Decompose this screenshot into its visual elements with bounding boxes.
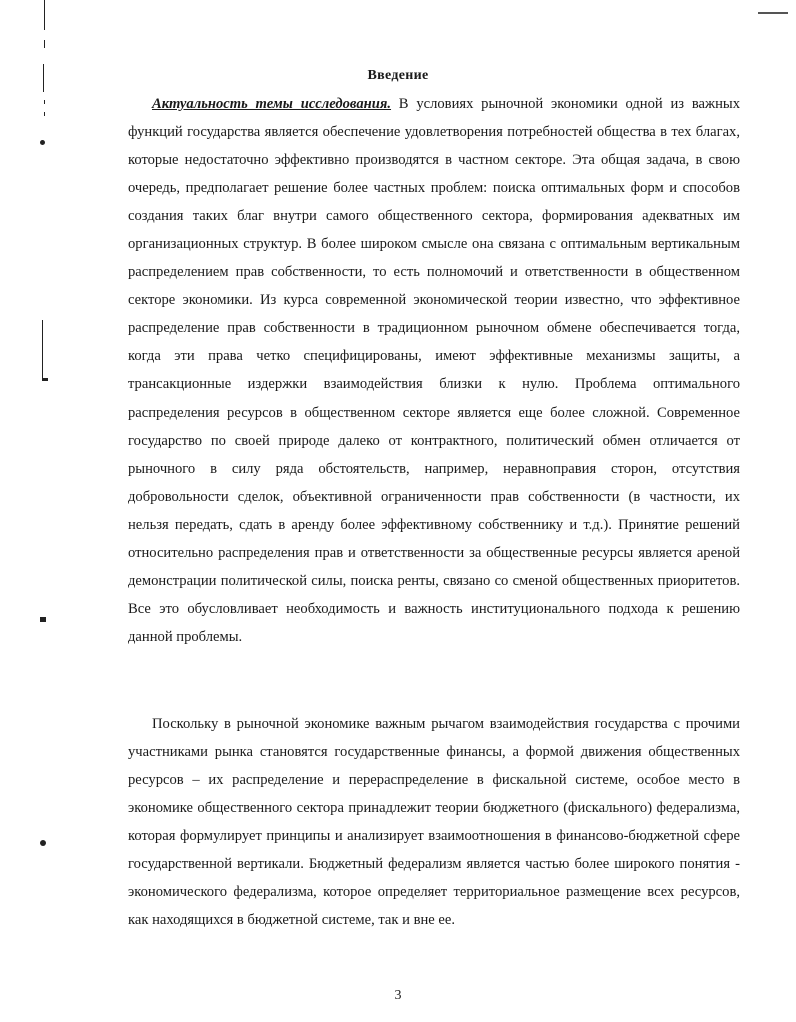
paragraph-body: В условиях рыночной экономики одной из важных функций государства является обеспечение удовлетворения потребностей общества в тех благах, которые недостаточно эффективно производятся в частном секторе. Эта общая задача, в свою очередь, предполагает решение более частных проблем: поиска оптимальных форм и способов создания таких благ внутри самого общественного сектора, формирования адекватных им организационных структур. В более широком смысле она связана с оптимальным вертикальным распределением прав собственности, то есть полномочий и ответственности в общественном секторе экономики. Из курса современной экономической теории известно, что эффективное распределение прав собственности в традиционном рыночном обмене обеспечивается тогда, когда эти права четко специфицированы, имеют эффективные механизмы защиты, а трансакционные издержки взаимодействия близки к нулю. Проблема оптимального распределения ресурсов в общественном секторе является еще более сложной. Современное государство по своей природе далеко от контрактного, политический обмен отличается от рыночного в силу ряда обстоятельств, например, неравноправия сторон, отсутствия добровольности сделок, объективной ограниченности прав собственности (в частности, их нельзя передать, сдать в аренду более эффективному собственнику и т.д.). Принятие решений относительно распределения прав и ответственности за общественные ресурсы является ареной демонстрации политической силы, поиска ренты, связано со сменой общественных приоритетов. Все это обусловливает необходимость и важность институционального подхода к решению данной проблемы. (128, 96, 741, 645)
paragraph-relevance (128, 90, 740, 651)
page-number: 3 (394, 988, 402, 1003)
scan-arrow-mark (40, 617, 46, 622)
scan-corner-mark (758, 12, 788, 14)
scan-line-mark (42, 320, 43, 380)
scan-line-mark (44, 0, 45, 30)
paragraph-fiscal-federalism (128, 710, 740, 934)
scan-arrow-mark (40, 140, 45, 145)
scan-line-mark (44, 112, 45, 116)
scan-line-mark (44, 100, 45, 104)
section-heading: Актуальность темы исследования. (152, 96, 392, 112)
scan-arrow-mark (42, 378, 48, 381)
scan-margin-artifacts (0, 0, 60, 1022)
paragraph-body: Поскольку в рыночной экономике важным рычагом взаимодействия государства с прочими участниками рынка становятся государственные финансы, а формой движения общественных ресурсов – их распределение и перераспределение в фискальной системе, особое место в экономике общественного сектора принадлежит теории бюджетного (фискального) федерализма, которая формулирует принципы и анализирует взаимоотношения в финансово-бюджетной сфере государственной вертикали. Бюджетный федерализм является частью более широкого понятия - экономического федерализма, которое определяет территориальное размещение всех ресурсов, как находящихся в бюджетной системе, так и вне ее. (128, 716, 740, 929)
page-title: Введение (367, 68, 429, 83)
scan-line-mark (44, 40, 45, 48)
scan-arrow-mark (40, 840, 46, 846)
